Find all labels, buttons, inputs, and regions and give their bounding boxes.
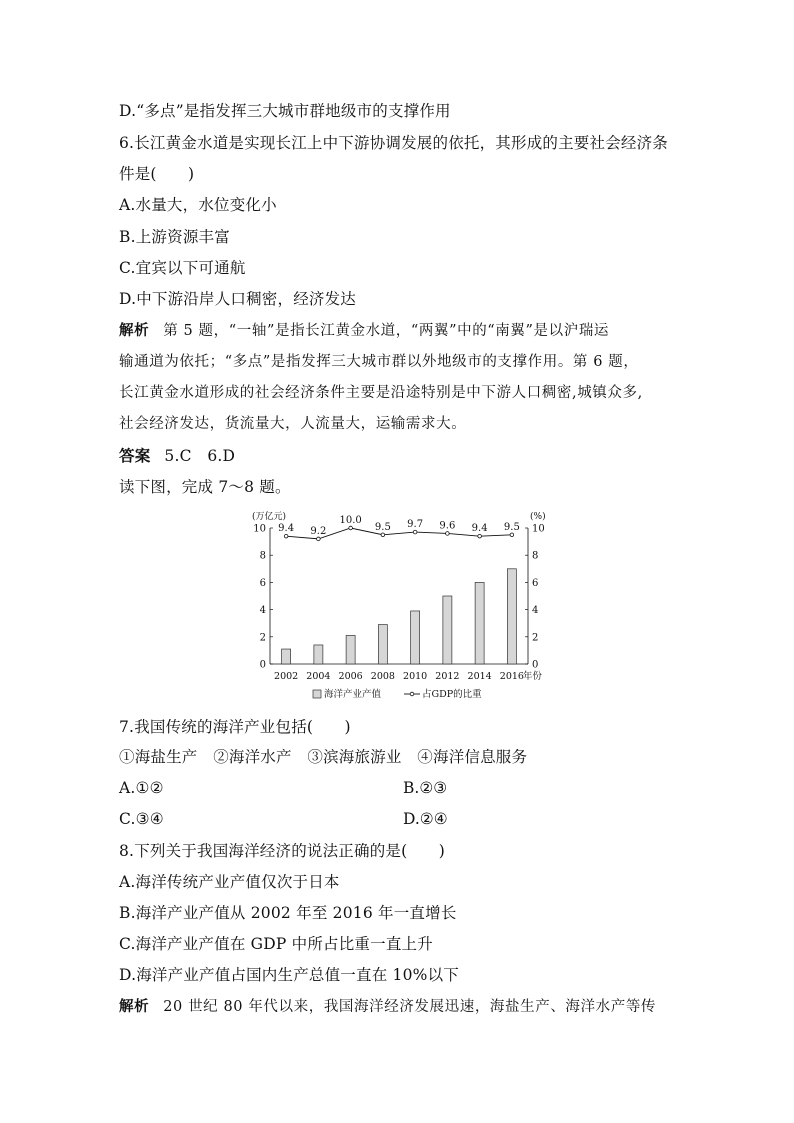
gdp-share-point <box>446 532 450 536</box>
analysis2-label: 解析 <box>119 999 150 1015</box>
q6-option-b: B.上游资源丰富 <box>119 228 230 246</box>
q6-option-a: A.水量大，水位变化小 <box>119 196 277 214</box>
legend-line-label: 占GDP的比重 <box>422 689 482 700</box>
q6-stem-line2: 件是( ) <box>119 165 195 183</box>
x-tick-label: 2004 <box>306 671 331 682</box>
q6-option-c: C.宜宾以下可通航 <box>119 259 246 277</box>
gdp-share-data-label: 9.4 <box>471 523 488 535</box>
left-axis-tick-label: 6 <box>259 577 266 589</box>
q7-option-c: C.③④ <box>119 810 164 828</box>
analysis-label: 解析 <box>119 323 150 339</box>
gdp-share-point <box>478 534 482 538</box>
x-tick-label: 2002 <box>274 671 299 682</box>
bar <box>314 645 323 664</box>
legend-bar-swatch <box>313 690 321 698</box>
q7-stem: 7.我国传统的海洋产业包括( ) <box>119 718 351 736</box>
gdp-share-data-label: 9.7 <box>407 519 424 531</box>
x-tick-label: 2010 <box>403 671 428 682</box>
left-axis-tick-label: 2 <box>259 632 266 644</box>
right-axis-tick-label: 2 <box>532 632 539 644</box>
q6-option-d: D.中下游沿岸人口稠密，经济发达 <box>119 290 357 308</box>
x-tick-label: 2016 <box>499 671 524 682</box>
q8-option-a: A.海洋传统产业产值仅次于日本 <box>119 873 340 891</box>
answer-text: 5.C 6.D <box>164 447 236 465</box>
right-axis-tick-label: 4 <box>532 605 539 617</box>
x-tick-label: 2008 <box>370 671 395 682</box>
left-axis-tick-label: 8 <box>259 550 266 562</box>
left-axis-label: (万亿元) <box>252 512 287 522</box>
gdp-share-point <box>317 537 321 541</box>
analysis-line4: 社会经济发达，货流量大，人流量大，运输需求大。 <box>119 416 467 432</box>
right-axis-tick-label: 10 <box>532 523 545 535</box>
bar <box>282 649 291 664</box>
bar <box>378 625 387 664</box>
answer-label: 答案 <box>119 447 151 465</box>
analysis-line3: 长江黄金水道形成的社会经济条件主要是沿途特别是中下游人口稠密,城镇众多, <box>119 385 643 401</box>
gdp-share-point <box>284 534 288 538</box>
bar <box>507 569 516 664</box>
gdp-share-data-label: 10.0 <box>339 515 362 526</box>
x-tick-label: 2012 <box>435 671 460 682</box>
gdp-share-data-label: 9.5 <box>374 521 391 533</box>
analysis-line2: 输通道为依托；“多点”是指发挥三大城市群以外地级市的支撑作用。第 6 题， <box>119 354 639 370</box>
left-axis-tick-label: 10 <box>253 523 266 535</box>
analysis2-line1 <box>119 996 656 1018</box>
left-axis-tick-label: 0 <box>259 659 266 671</box>
q7-items: ①海盐生产 ②海洋水产 ③滨海旅游业 ④海洋信息服务 <box>119 748 528 766</box>
analysis-line1 <box>119 320 609 342</box>
q8-option-b: B.海洋产业产值从 2002 年至 2016 年一直增长 <box>119 904 457 922</box>
q7-option-b: B.②③ <box>403 779 448 797</box>
gdp-share-point <box>413 530 417 534</box>
bar <box>443 596 452 664</box>
gdp-share-point <box>349 526 353 530</box>
bar <box>411 611 420 664</box>
q6-stem-line1: 6.长江黄金水道是实现长江上中下游协调发展的依托，其形成的主要社会经济条 <box>119 134 668 152</box>
bar <box>346 635 355 664</box>
left-axis-tick-label: 4 <box>259 605 266 617</box>
right-axis-tick-label: 8 <box>532 550 539 562</box>
chart-intro: 读下图，完成 7～8 题。 <box>119 478 291 496</box>
bar <box>475 582 484 664</box>
right-axis-label: (%) <box>530 512 546 522</box>
q7-option-d: D.②④ <box>403 810 448 828</box>
q8-stem: 8.下列关于我国海洋经济的说法正确的是( ) <box>119 842 445 860</box>
gdp-share-data-label: 9.4 <box>278 523 295 535</box>
analysis-text: 第 5 题，“一轴”是指长江黄金水道，“两翼”中的“南翼”是以沪瑞运 <box>163 323 610 339</box>
answer-line <box>119 445 235 467</box>
legend-line-marker <box>410 692 414 696</box>
analysis2-text: 20 世纪 80 年代以来，我国海洋经济发展迅速，海盐生产、海洋水产等传 <box>163 999 657 1015</box>
legend-bar-label: 海洋产业产值 <box>324 689 382 700</box>
right-axis-tick-label: 6 <box>532 577 539 589</box>
right-axis-tick-label: 0 <box>532 659 539 671</box>
q5-option-d: D.“多点”是指发挥三大城市群地级市的支撑作用 <box>119 102 451 120</box>
gdp-share-data-label: 9.6 <box>439 520 456 532</box>
gdp-share-data-label: 9.5 <box>503 521 520 533</box>
gdp-share-data-label: 9.2 <box>310 525 327 537</box>
x-tick-label: 2014 <box>467 671 492 682</box>
x-tick-label: 2006 <box>338 671 363 682</box>
ocean-economy-chart <box>240 508 560 708</box>
q7-option-a: A.①② <box>119 779 164 797</box>
gdp-share-point <box>381 533 385 537</box>
x-axis-unit: 年份 <box>522 671 542 682</box>
gdp-share-point <box>510 533 514 537</box>
q8-option-c: C.海洋产业产值在 GDP 中所占比重一直上升 <box>119 935 433 953</box>
q8-option-d: D.海洋产业产值占国内生产总值一直在 10%以下 <box>119 966 459 984</box>
